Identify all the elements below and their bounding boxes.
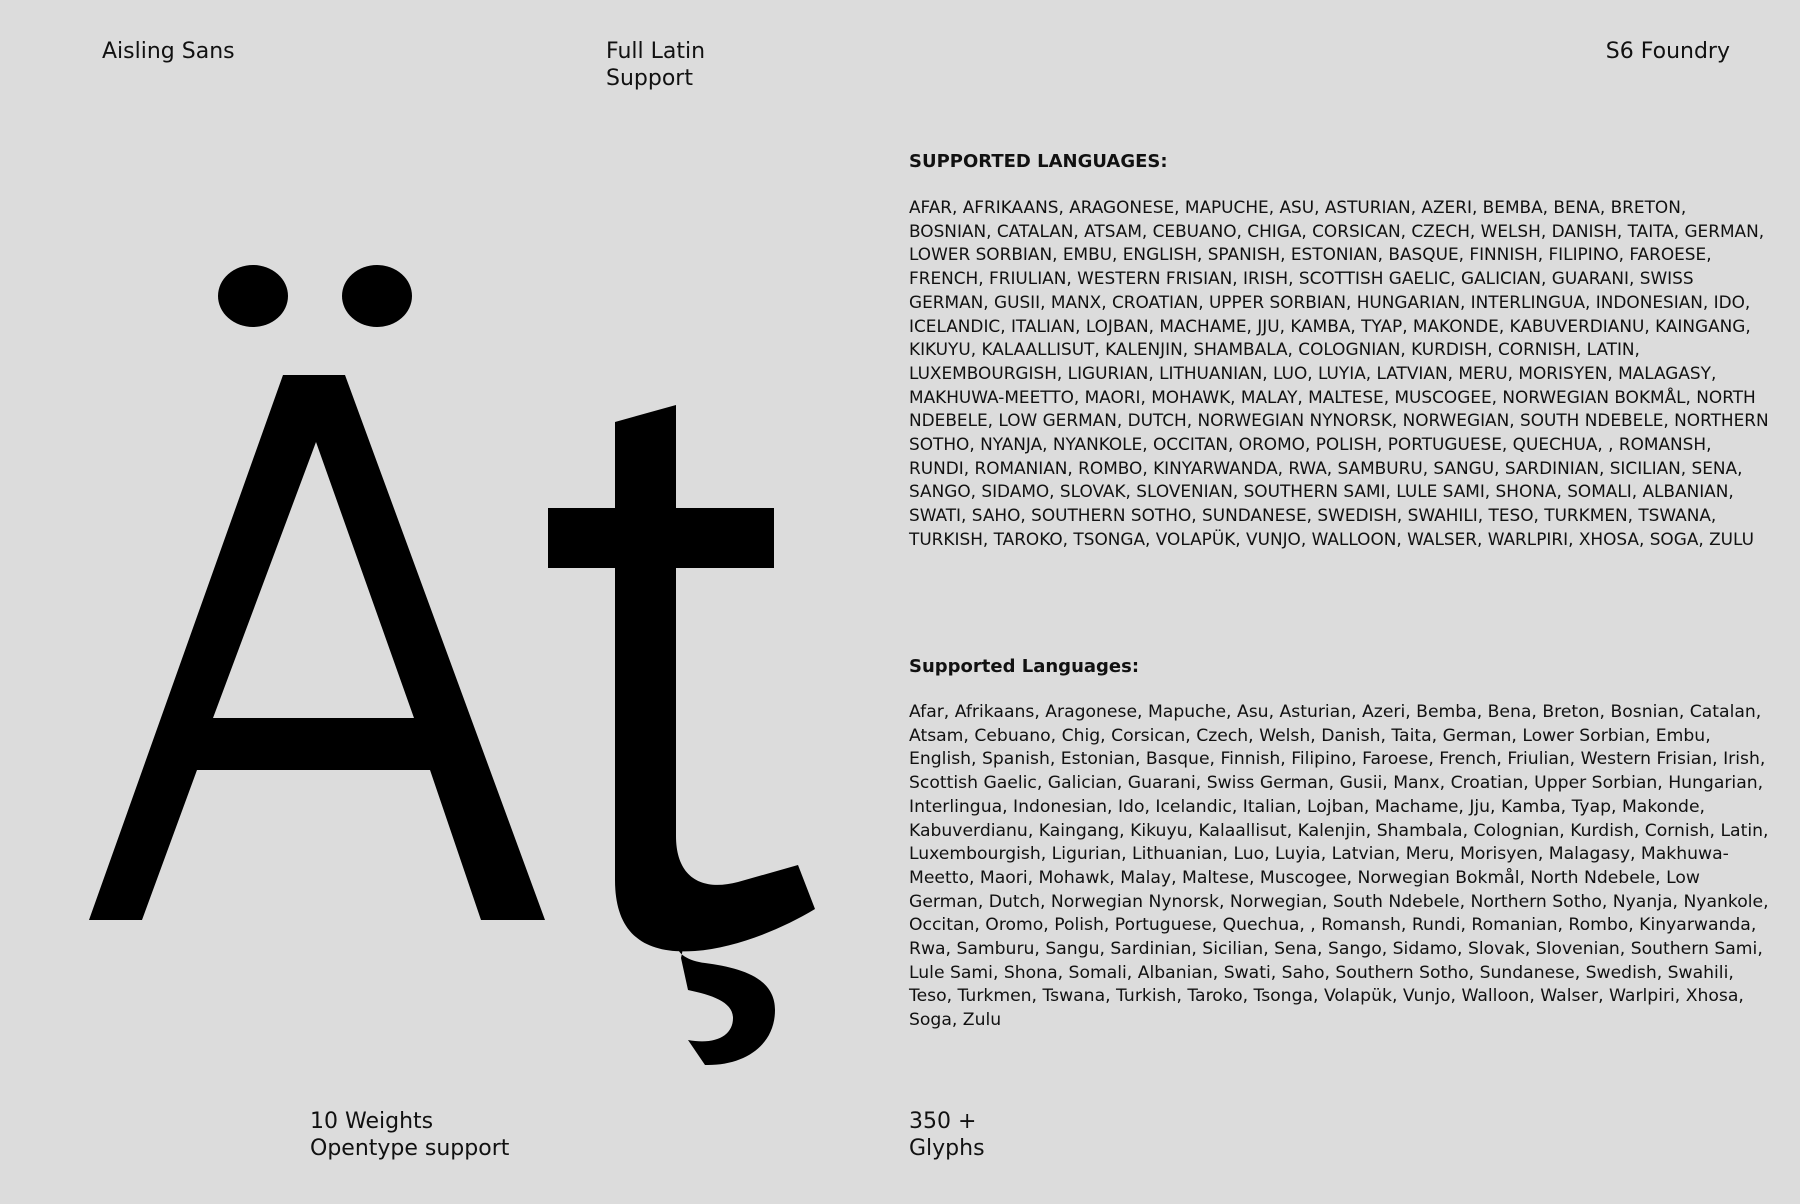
weights-note (310, 1108, 630, 1162)
specimen-glyphs (0, 0, 860, 1204)
weights-line1: 10 Weights (310, 1109, 434, 1134)
weights-line2: Opentype support (310, 1136, 510, 1161)
uppercase-languages-list: AFAR, AFRIKAANS, ARAGONESE, MAPUCHE, ASU, ASTURIAN, AZERI, BEMBA, BENA, BRETON, BOSNIAN, CATALAN, ATSAM, CEBUANO, CHIGA, CORSICAN, CZECH, WELSH, DANISH, TAITA, GERMAN, LOWER SORBIAN, EMBU, ENGLISH, SPANISH, ESTONIAN, BASQUE, FINNISH, FILIPINO, FAROESE, FRENCH, FRIULIAN, WESTERN FRISIAN, IRISH, SCOTTISH GAELIC, GALICIAN, GUARANI, SWISS GERMAN, GUSII, MANX, CROATIAN, UPPER SORBIAN, HUNGARIAN, INTERLINGUA, INDONESIAN, IDO, ICELANDIC, ITALIAN, LOJBAN, MACHAME, JJU, KAMBA, TYAP, MAKONDE, KABUVERDIANU, KAINGANG, KIKUYU, KALAALLISUT, KALENJIN, SHAMBALA, COLOGNIAN, KURDISH, CORNISH, LATIN, LUXEMBOURGISH, LIGURIAN, LITHUANIAN, LUO, LUYIA, LATVIAN, MERU, MORISYEN, MALAGASY, MAKHUWA-MEETTO, MAORI, MOHAWK, MALAY, MALTESE, MUSCOGEE, NORWEGIAN BOKMÅL, NORTH NDEBELE, LOW GERMAN, DUTCH, NORWEGIAN NYNORSK, NORWEGIAN, SOUTH NDEBELE, NORTHERN SOTHO, NYANJA, NYANKOLE, OCCITAN, OROMO, POLISH, PORTUGUESE, QUECHUA, , ROMANSH, RUNDI, ROMANIAN, ROMBO, KINYARWANDA, RWA, SAMBURU, SANGU, SARDINIAN, SICILIAN, SENA, SANGO, SIDAMO, SLOVAK, SLOVENIAN, SOUTHERN SAMI, LULE SAMI, SHONA, SOMALI, ALBANIAN, SWATI, SAHO, SOUTHERN SOTHO, SUNDANESE, SWEDISH, SWAHILI, TESO, TURKMEN, TSWANA, TURKISH, TAROKO, TSONGA, VOLAPÜK, VUNJO, WALLOON, WALSER, WARLPIRI, XHOSA, SOGA, ZULU (909, 197, 1769, 549)
specimen-glyphs-drawing (0, 0, 860, 1204)
glyph-a-diaeresis (89, 375, 545, 920)
glyph-count-line1: 350 + (909, 1109, 977, 1134)
glyph-count-line2: Glyphs (909, 1136, 985, 1161)
uppercase-languages-heading: SUPPORTED LANGUAGES: (909, 151, 1168, 172)
uppercase-languages-section (909, 150, 1769, 552)
mixedcase-languages-list: Afar, Afrikaans, Aragonese, Mapuche, Asu, Asturian, Azeri, Bemba, Bena, Breton, Bosnian, Catalan, Atsam, Cebuano, Chig, Corsican, Czech, Welsh, Danish, Taita, German, Lower Sorbian, Embu, English, Spanish, Estonian, Basque, Finnish, Filipino, Faroese, French, Friulian, Western Frisian, Irish, Scottish Gaelic, Galician, Guarani, Swiss German, Gusii, Manx, Croatian, Upper Sorbian, Hungarian, Interlingua, Indonesian, Ido, Icelandic, Italian, Lojban, Machame, Jju, Kamba, Tyap, Makonde, Kabuverdianu, Kaingang, Kikuyu, Kalaallisut, Kalenjin, Shambala, Colognian, Kurdish, Cornish, Latin, Luxembourgish, Ligurian, Lithuanian, Luo, Luyia, Latvian, Meru, Morisyen, Malagasy, Makhuwa-Meetto, Maori, Mohawk, Malay, Maltese, Muscogee, Norwegian Bokmål, North Ndebele, Low German, Dutch, Norwegian Nynorsk, Norwegian, South Ndebele, Northern Sotho, Nyanja, Nyankole, Occitan, Oromo, Polish, Portuguese, Quechua, , Romansh, Rundi, Romanian, Rombo, Kinyarwanda, Rwa, Samburu, Sangu, Sardinian, Sicilian, Sena, Sango, Sidamo, Slovak, Slovenian, Southern Sami, Lule Sami, Shona, Somali, Albanian, Swati, Saho, Southern Sotho, Sundanese, Swedish, Swahili, Teso, Turkmen, Tswana, Turkish, Taroko, Tsonga, Volapük, Vunjo, Walloon, Walser, Warlpiri, Xhosa, Soga, Zulu (909, 702, 1769, 1031)
mixedcase-languages-heading: Supported Languages: (909, 656, 1140, 677)
diaeresis-dot-right (342, 265, 412, 327)
diaeresis-dot-left (218, 265, 288, 327)
latin-support-line1: Full Latin (606, 39, 706, 64)
glyph-t-cedilla (548, 405, 815, 951)
font-name-label: Aisling Sans (102, 39, 235, 64)
mixedcase-languages-section (909, 655, 1769, 1033)
glyph-count-note (909, 1108, 1109, 1162)
latin-support-line2: Support (606, 66, 693, 91)
foundry-label: S6 Foundry (1605, 39, 1730, 64)
foundry-name (1606, 38, 1730, 65)
